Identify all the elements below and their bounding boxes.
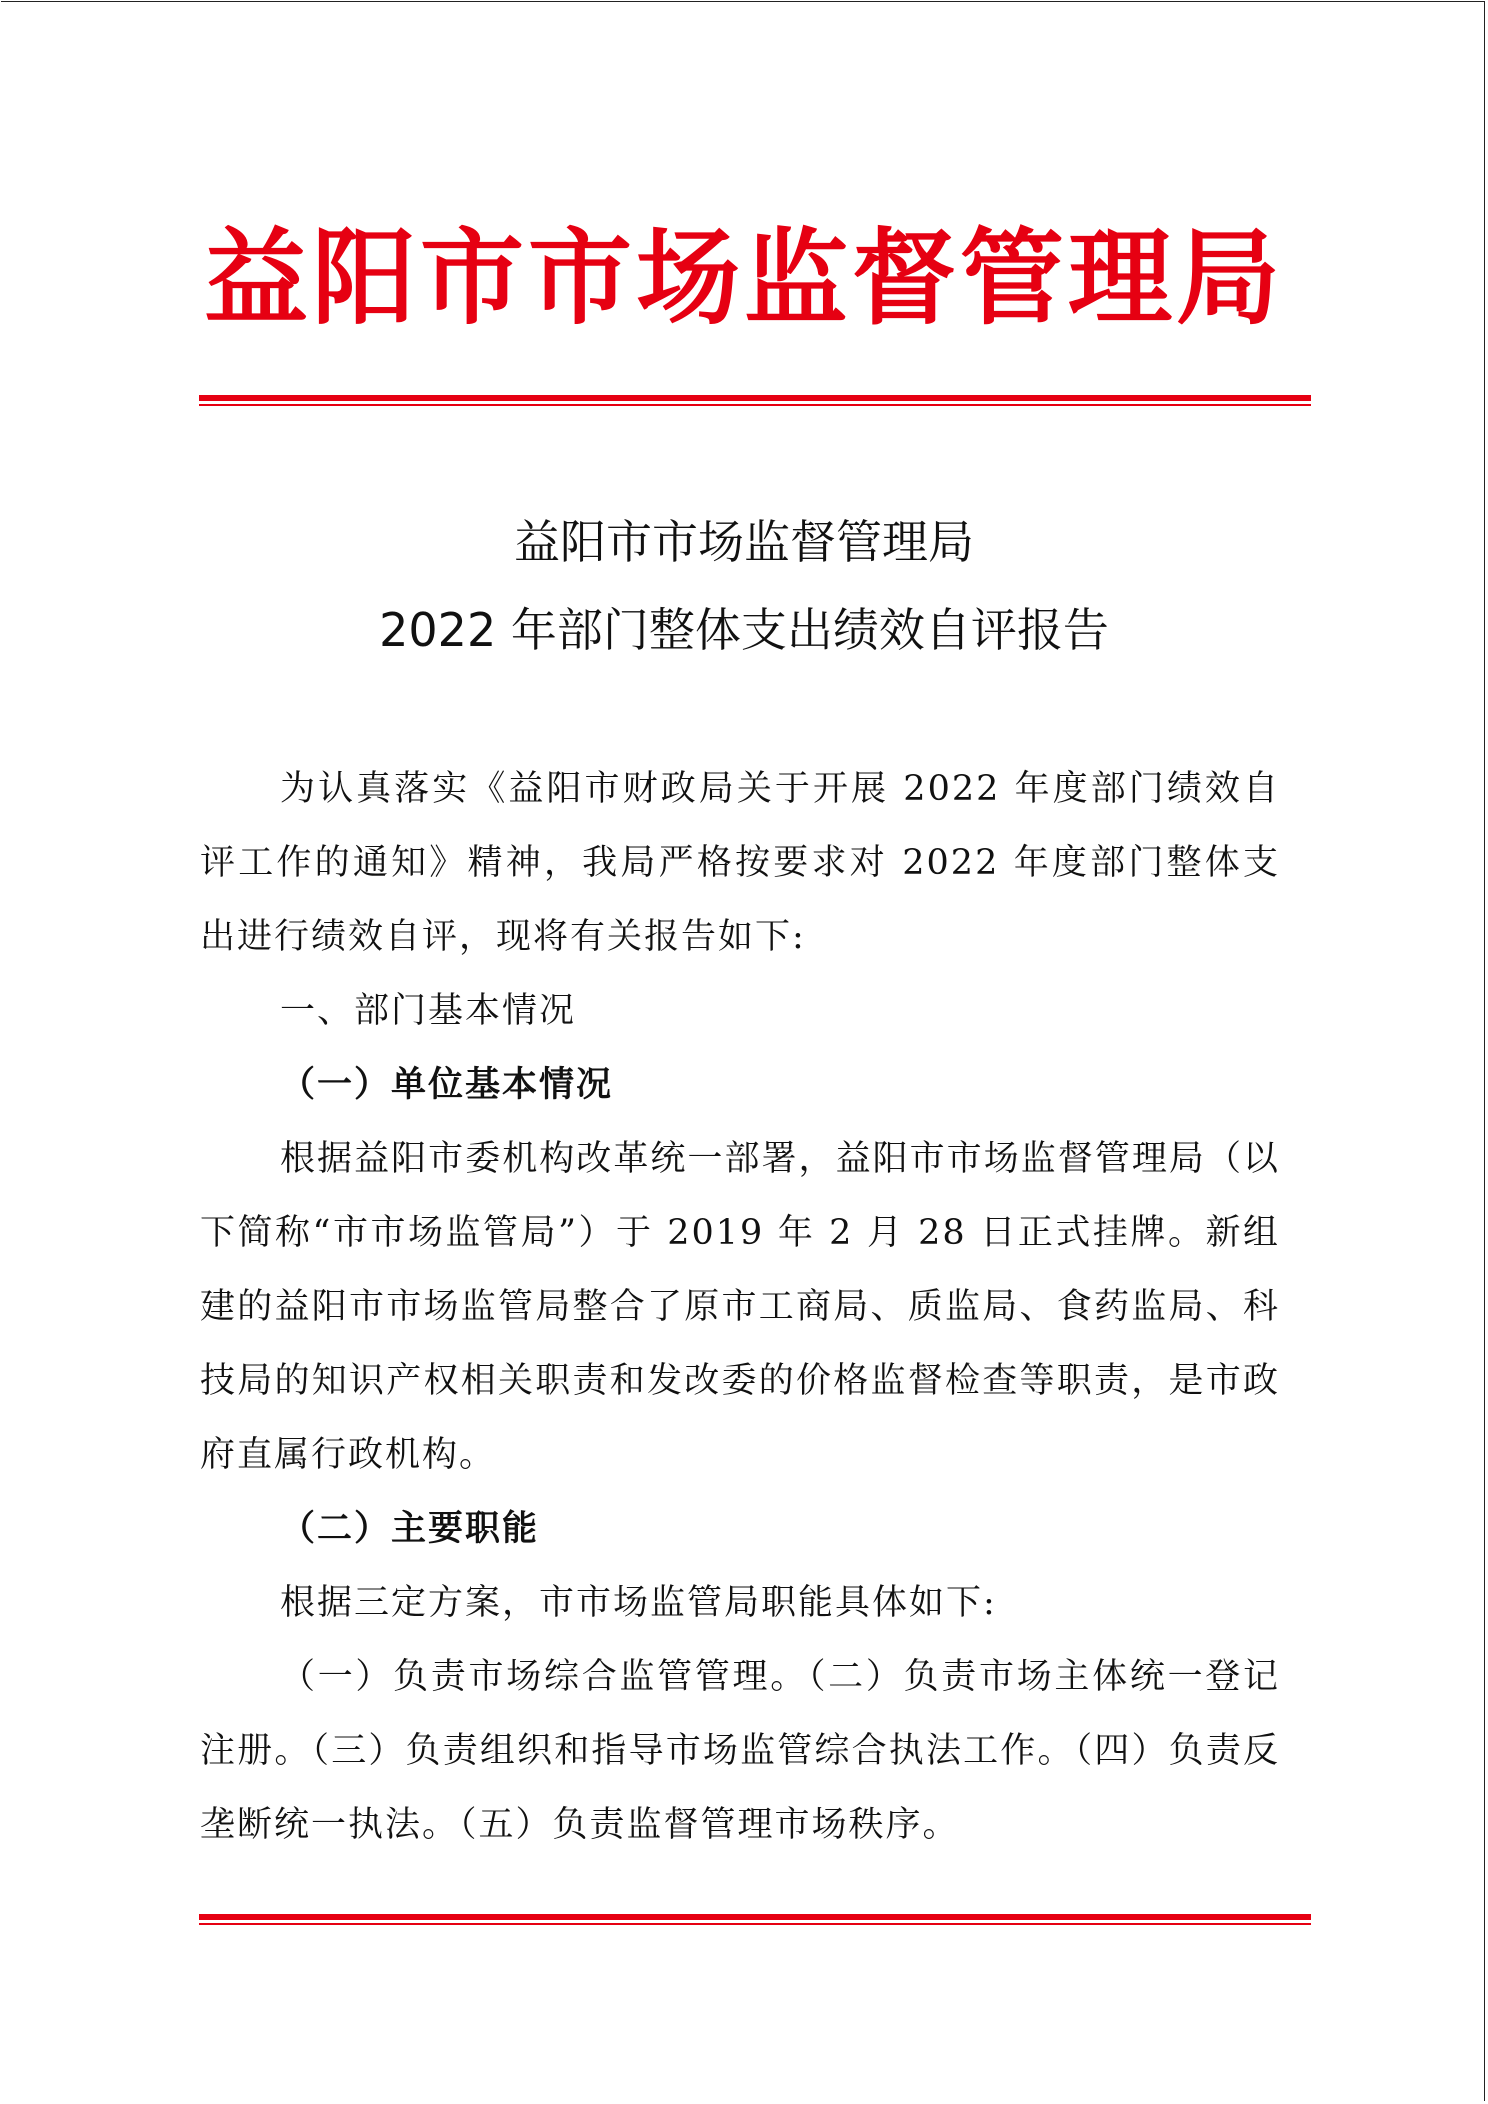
functions-list-paragraph: （一）负责市场综合监管管理。（二）负责市场主体统一登记注册。（三）负责组织和指导市场监管综合执法工作。（四）负责反垄断统一执法。（五）负责监督管理市场秩序。 <box>200 1657 1280 1845</box>
masthead-red-rule <box>199 395 1311 406</box>
unit-info-paragraph: 根据益阳市委机构改革统一部署，益阳市市场监督管理局（以下简称“市市场监管局”）于 2019 年 2 月 28 日正式挂牌。新组建的益阳市市场监管局整合了原市工商局、质监局、食药监局、科技局的知识产权相关职责和发改委的价格监督检查等职责，是市政府直属行政机构。 <box>200 1139 1280 1475</box>
document-body <box>200 752 1280 1862</box>
subsection-heading-2: （二）主要职能 <box>280 1508 540 1549</box>
intro-paragraph: 为认真落实《益阳市财政局关于开展 2022 年度部门绩效自评工作的通知》精神，我局严格按要求对 2022 年度部门整体支出进行绩效自评，现将有关报告如下: <box>200 769 1280 957</box>
functions-intro-paragraph: 根据三定方案，市市场监管局职能具体如下: <box>280 1583 997 1623</box>
section-heading-1: 一、部门基本情况 <box>280 991 577 1031</box>
document-title-line-1: 益阳市市场监督管理局 <box>514 515 974 569</box>
document-title-line-2: 2022 年部门整体支出绩效自评报告 <box>379 603 1109 657</box>
subsection-heading-1: （一）单位基本情况 <box>280 1064 614 1105</box>
footer-red-rule <box>199 1914 1311 1925</box>
masthead-org-name: 益阳市市场监督管理局 <box>203 217 1284 339</box>
